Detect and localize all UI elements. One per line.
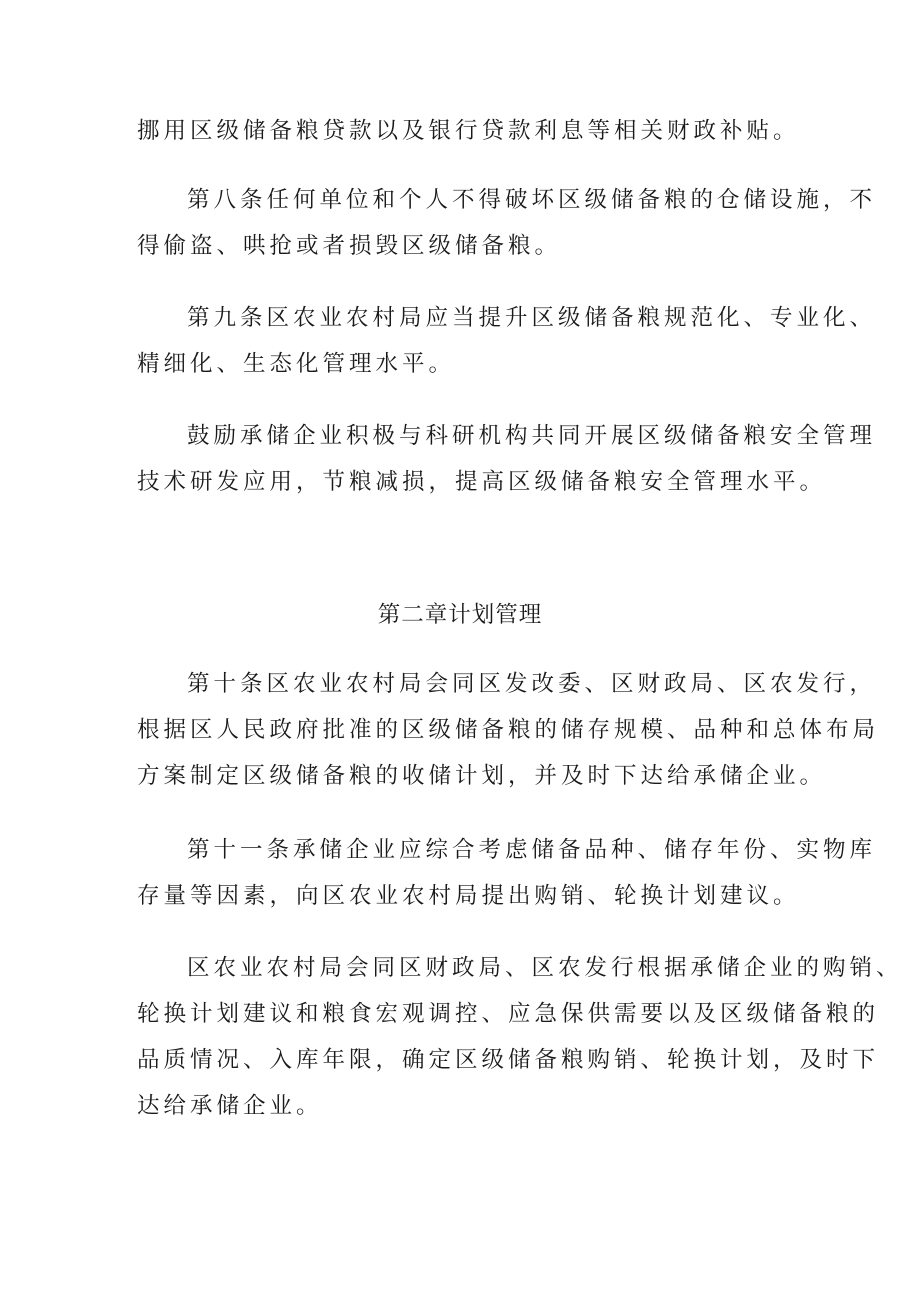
paragraph-line: 达给承储企业。 bbox=[137, 1093, 323, 1119]
paragraph-line: 挪用区级储备粮贷款以及银行贷款利息等相关财政补贴。 bbox=[137, 118, 800, 144]
paragraph-line: 根据区人民政府批准的区级储备粮的储存规模、品种和总体布局 bbox=[137, 717, 880, 743]
paragraph-encourage-research bbox=[137, 413, 877, 505]
paragraph-subsidy-continuation bbox=[137, 108, 800, 154]
paragraph-line: 精细化、生态化管理水平。 bbox=[137, 351, 456, 377]
paragraph-article-10 bbox=[137, 661, 880, 799]
paragraph-article-11 bbox=[137, 827, 877, 919]
paragraph-article-8 bbox=[137, 177, 877, 269]
paragraph-line: 方案制定区级储备粮的收储计划，并及时下达给承储企业。 bbox=[137, 763, 827, 789]
paragraph-line: 存量等因素，向区农业农村局提出购销、轮换计划建议。 bbox=[137, 883, 800, 909]
paragraph-line: 第十一条承储企业应综合考虑储备品种、储存年份、实物库 bbox=[187, 837, 877, 863]
paragraph-line: 鼓励承储企业积极与科研机构共同开展区级储备粮安全管理 bbox=[187, 423, 877, 449]
paragraph-line: 第九条区农业农村局应当提升区级储备粮规范化、专业化、 bbox=[187, 305, 877, 331]
paragraph-line: 得偷盗、哄抢或者损毁区级储备粮。 bbox=[137, 233, 562, 259]
paragraph-line: 第八条任何单位和个人不得破坏区级储备粮的仓储设施，不 bbox=[187, 187, 877, 213]
paragraph-line: 区农业农村局会同区财政局、区农发行根据承储企业的购销、 bbox=[187, 955, 903, 981]
paragraph-line: 轮换计划建议和粮食宏观调控、应急保供需要以及区级储备粮的 bbox=[137, 1001, 880, 1027]
chapter-heading: 第二章计划管理 bbox=[377, 602, 543, 628]
paragraph-line: 技术研发应用，节粮减损，提高区级储备粮安全管理水平。 bbox=[137, 469, 827, 495]
paragraph-line: 品质情况、入库年限，确定区级储备粮购销、轮换计划，及时下 bbox=[137, 1047, 880, 1073]
paragraph-line: 第十条区农业农村局会同区发改委、区财政局、区农发行， bbox=[187, 671, 877, 697]
paragraph-purchase-plan bbox=[137, 945, 903, 1129]
paragraph-article-9 bbox=[137, 295, 877, 387]
